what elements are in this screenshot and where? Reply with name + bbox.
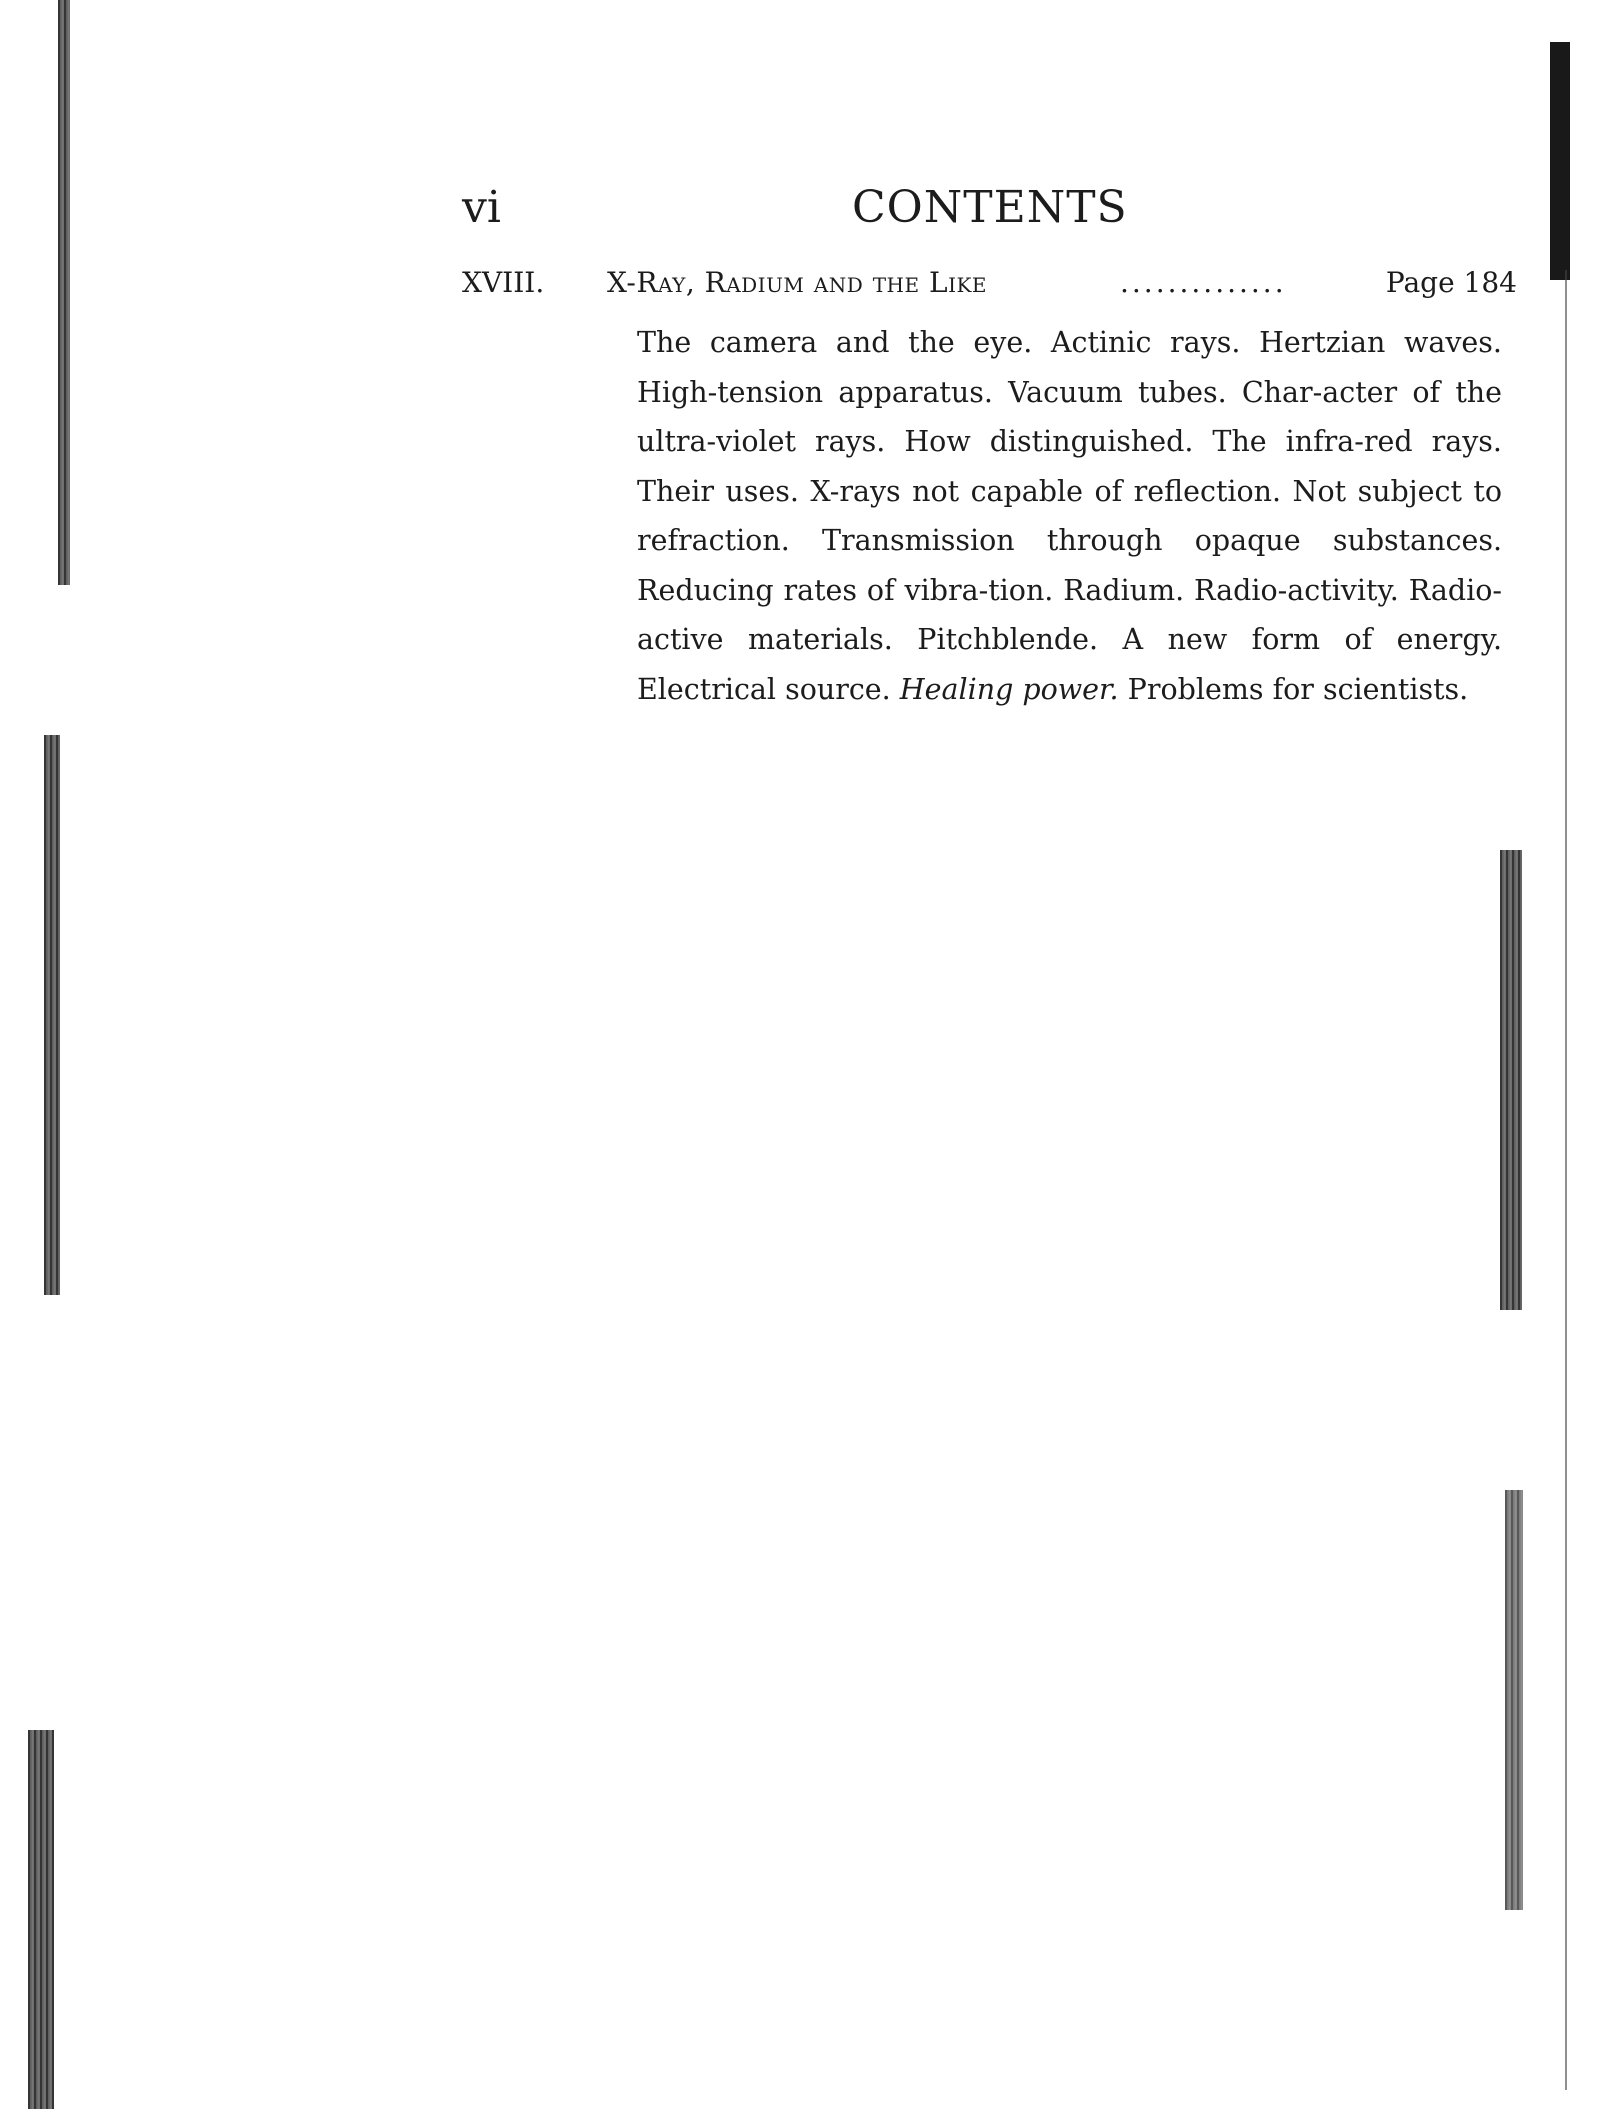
synopsis-text-end: Problems for scientists. [1127, 672, 1469, 706]
scan-margin-streak [58, 0, 70, 585]
scan-margin-streak [28, 1730, 54, 2109]
scan-margin-streak [44, 735, 60, 1295]
scan-margin-streak [1505, 1490, 1523, 1910]
chapter-page-number: Page 184 [1385, 266, 1517, 299]
synopsis-italic-text: Healing power. [899, 672, 1119, 706]
running-head [462, 178, 1512, 238]
scan-margin-streak [1500, 850, 1522, 1310]
page-folio: vi [462, 182, 501, 233]
scan-page-edge [1565, 270, 1567, 2090]
dot-leader: .............. [1120, 266, 1287, 299]
chapter-title: X-Ray, Radium and the Like [607, 266, 988, 299]
chapter-number: XVIII. [462, 266, 545, 299]
synopsis-text: The camera and the eye. Actinic rays. Hertzian waves. High-tension apparatus. Vacuum tubes. Char-acter of the ultra-violet rays. How distinguished. The infra-red rays. Their uses. X-rays not capable of reflection. Not subject to refraction. Transmission through opaque substances. Reducing rates of vibra-tion. Radium. Radio-activity. Radio-active materials. Pitchblende. A new form of energy. Electrical source. [637, 326, 1502, 706]
chapter-synopsis [637, 318, 1502, 714]
page-title: CONTENTS [852, 182, 1128, 233]
toc-entry-heading [462, 262, 1517, 304]
scan-margin-streak [1550, 42, 1570, 280]
